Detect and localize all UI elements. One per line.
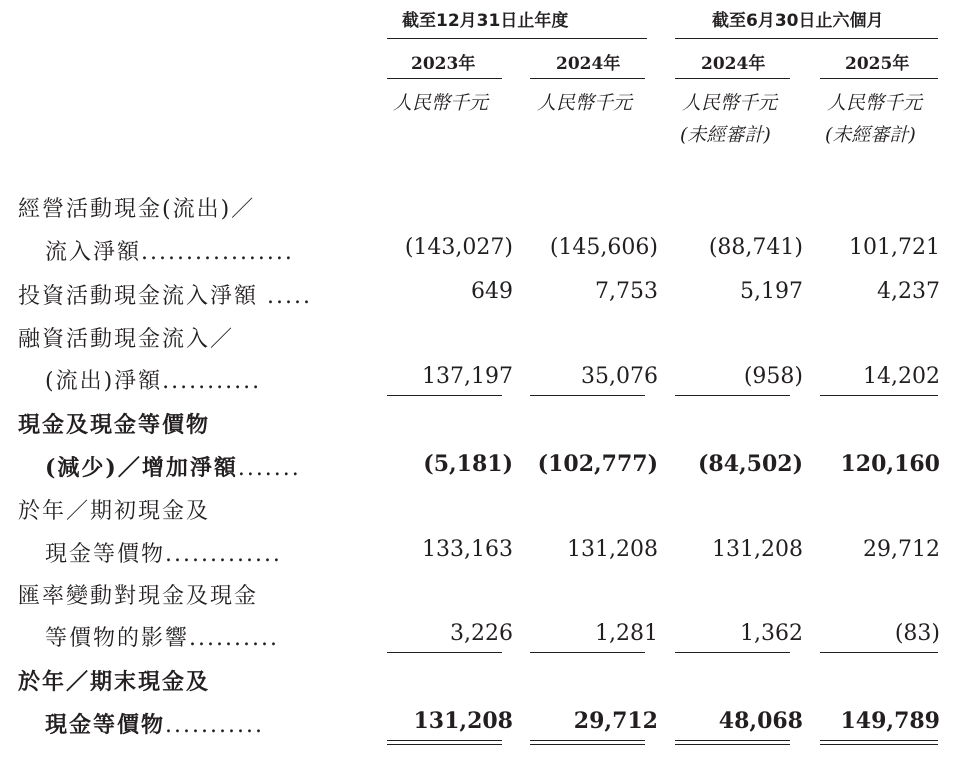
fx-rule-1: [387, 652, 502, 653]
total-double-rule-2: [530, 740, 645, 745]
row-investing-label: 投資活動現金流入淨額 .....: [18, 284, 312, 309]
year-rule-3: [675, 78, 790, 79]
header-half-group: 截至6月30日止六個月: [712, 11, 884, 31]
row-opening-value-2024: 131,208: [567, 537, 658, 562]
row-fx-value-2023: 3,226: [450, 621, 513, 646]
unit-4: 人民幣千元: [827, 92, 923, 114]
year-rule-2: [530, 78, 645, 79]
row-operating-value-2023: (143,027): [404, 235, 513, 260]
row-opening-value-2023: 133,163: [422, 537, 513, 562]
fx-rule-3: [675, 652, 790, 653]
row-opening-value-h2024: 131,208: [712, 537, 803, 562]
row-net-change-label-line1: 現金及現金等價物: [18, 412, 211, 438]
row-closing-label-line1: 於年／期末現金及: [18, 669, 211, 695]
row-fx-value-h2024: 1,362: [740, 621, 803, 646]
unaudited-3: (未經審計): [680, 124, 771, 146]
total-double-rule-3: [675, 740, 790, 745]
row-net-change-value-h2025: 120,160: [840, 451, 940, 477]
unaudited-4: (未經審計): [825, 124, 916, 146]
row-net-change-label-line2: (減少)／增加淨額.......: [45, 455, 301, 481]
year-header-3: 2024年: [701, 54, 766, 74]
year-header-1: 2023年: [411, 54, 476, 74]
row-net-change-value-2023: (5,181): [423, 451, 513, 477]
row-net-change-value-2024: (102,777): [537, 451, 658, 477]
row-financing-label-line1: 融資活動現金流入／: [18, 327, 235, 352]
row-investing-value-2023: 649: [471, 279, 513, 304]
year-rule-4: [820, 78, 938, 79]
row-closing-label-line2: 現金等價物...........: [45, 712, 264, 738]
row-operating-value-2024: (145,606): [549, 235, 658, 260]
row-financing-value-h2024: (958): [743, 364, 803, 389]
row-opening-label-line1: 於年／期初現金及: [18, 499, 211, 524]
year-header-4: 2025年: [845, 54, 910, 74]
header-year-group-rule: [387, 38, 647, 39]
row-financing-value-h2025: 14,202: [863, 364, 940, 389]
row-financing-value-2023: 137,197: [422, 364, 513, 389]
row-investing-value-h2025: 4,237: [877, 279, 940, 304]
row-operating-label-line2: 流入淨額.................: [45, 240, 294, 265]
total-double-rule-4: [820, 740, 938, 745]
row-opening-value-h2025: 29,712: [863, 537, 940, 562]
row-fx-value-2024: 1,281: [595, 621, 658, 646]
row-closing-value-2023: 131,208: [413, 708, 513, 734]
row-closing-value-h2025: 149,789: [840, 708, 940, 734]
header-half-group-rule: [675, 38, 938, 39]
subtotal-rule-3: [675, 395, 790, 396]
subtotal-rule-1: [387, 395, 502, 396]
row-investing-value-h2024: 5,197: [740, 279, 803, 304]
header-year-group: 截至12月31日止年度: [402, 11, 569, 31]
unit-3: 人民幣千元: [682, 92, 778, 114]
row-opening-label-line2: 現金等價物.............: [45, 542, 282, 567]
row-investing-value-2024: 7,753: [595, 279, 658, 304]
year-header-2: 2024年: [556, 54, 621, 74]
unit-2: 人民幣千元: [537, 92, 633, 114]
subtotal-rule-4: [820, 395, 938, 396]
row-net-change-value-h2024: (84,502): [697, 451, 803, 477]
year-rule-1: [387, 78, 502, 79]
row-operating-label-line1: 經營活動現金(流出)／: [18, 197, 256, 222]
subtotal-rule-2: [530, 395, 645, 396]
row-operating-value-h2024: (88,741): [708, 235, 803, 260]
fx-rule-4: [820, 652, 938, 653]
fx-rule-2: [530, 652, 645, 653]
row-operating-value-h2025: 101,721: [849, 235, 940, 260]
row-fx-label-line1: 匯率變動對現金及現金: [18, 584, 259, 609]
row-closing-value-h2024: 48,068: [718, 708, 803, 734]
row-closing-value-2024: 29,712: [573, 708, 658, 734]
row-fx-label-line2: 等價物的影響..........: [45, 626, 279, 651]
row-financing-label-line2: (流出)淨額...........: [45, 369, 262, 394]
row-financing-value-2024: 35,076: [581, 364, 658, 389]
unit-1: 人民幣千元: [393, 92, 489, 114]
row-fx-value-h2025: (83): [894, 621, 940, 646]
total-double-rule-1: [387, 740, 502, 745]
